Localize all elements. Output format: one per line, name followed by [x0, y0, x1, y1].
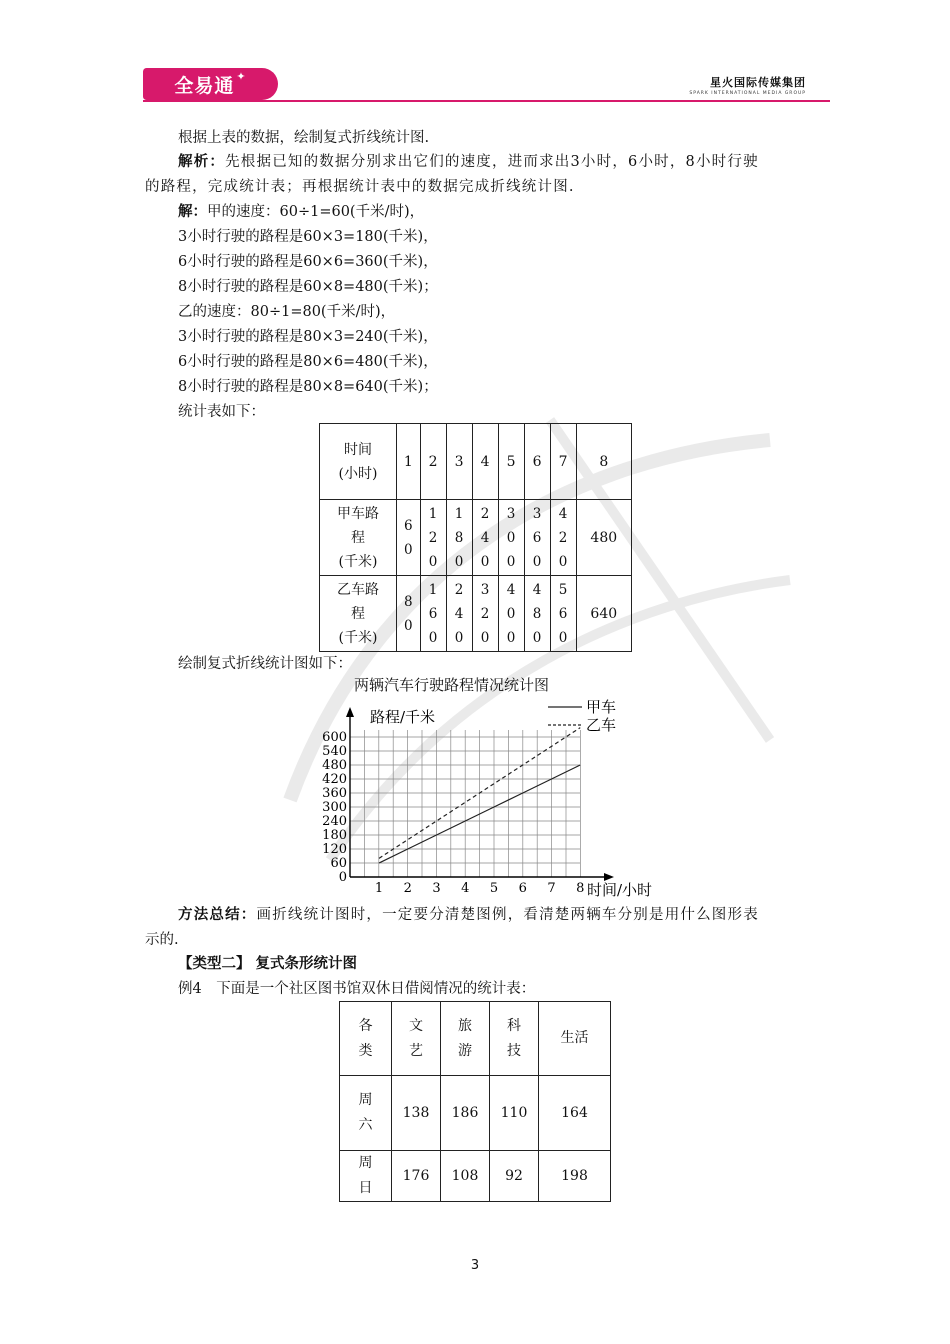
y-tick-label: 240 — [322, 814, 347, 829]
x-tick-label: 7 — [547, 881, 556, 896]
table-corner-cell — [320, 424, 397, 500]
section-title: 【类型二】 复式条形统计图 — [178, 956, 358, 972]
day-label-line: 周 — [358, 1155, 373, 1171]
value-cell: 120 — [420, 500, 446, 576]
example-line: 例4 下面是一个社区图书馆双休日借阅情况的统计表： — [178, 981, 536, 997]
line-chart — [320, 695, 680, 905]
y-axis-arrow — [346, 707, 354, 717]
hour-cell: 2 — [420, 424, 446, 500]
table-row — [340, 1076, 611, 1151]
category-label-line: 旅 — [458, 1017, 472, 1034]
value-cell: 110 — [490, 1076, 539, 1151]
value-cell: 400 — [498, 576, 524, 652]
corner-label-line: 类 — [358, 1042, 373, 1059]
value-cell: 480 — [576, 500, 631, 576]
hour-cell: 1 — [397, 424, 421, 500]
solution-line-2: 6小时行驶的路程是60×6=360(千米)， — [178, 254, 438, 270]
y-axis-label: 路程/千米 — [370, 708, 436, 726]
value-cell: 240 — [472, 500, 498, 576]
y-tick-label: 300 — [322, 800, 347, 815]
solution-line-0 — [178, 200, 424, 225]
value-cell: 360 — [524, 500, 550, 576]
value-cell: 92 — [490, 1151, 539, 1202]
category-cell — [490, 1002, 539, 1076]
y-tick-label: 180 — [322, 828, 347, 843]
table-row — [340, 1151, 611, 1202]
value-cell: 180 — [446, 500, 472, 576]
analysis-line-1 — [178, 150, 759, 175]
publisher — [689, 74, 806, 96]
y-tick-label: 420 — [322, 772, 347, 787]
hour-cell: 4 — [472, 424, 498, 500]
intro-line: 根据上表的数据，绘制复式折线统计图. — [178, 130, 430, 146]
chart-title: 两辆汽车行驶路程情况统计图 — [354, 676, 550, 694]
corner-label-line: 各 — [358, 1017, 373, 1034]
row-label-line: 程 — [351, 529, 365, 546]
category-label-line: 科 — [507, 1017, 521, 1034]
analysis-line-2: 的路程，完成统计表；再根据统计表中的数据完成折线统计图. — [145, 179, 575, 195]
day-label-line: 周 — [358, 1092, 373, 1108]
brand-logo-text: 全易通 — [174, 74, 235, 97]
row-label-line: (千米) — [338, 553, 378, 570]
hour-cell: 5 — [498, 424, 524, 500]
row-label-cell — [320, 500, 397, 576]
summary-text-1: 画折线统计图时，一定要分清楚图例，看清楚两辆车分别是用什么图形表 — [256, 907, 759, 923]
y-tick-label: 540 — [322, 744, 347, 759]
solution-text-0: 甲的速度：60÷1=60(千米/时)， — [207, 204, 425, 220]
analysis-text-1: 先根据已知的数据分别求出它们的速度，进而求出3小时，6小时，8小时行驶 — [225, 154, 759, 170]
value-cell: 138 — [392, 1076, 441, 1151]
value-cell: 480 — [524, 576, 550, 652]
category-cell — [392, 1002, 441, 1076]
header-label-line: 时间 — [344, 441, 372, 458]
day-cell — [340, 1076, 392, 1151]
sparkle-icon: ✦ — [236, 69, 247, 83]
x-tick-label: 4 — [461, 881, 470, 896]
header-divider — [143, 100, 830, 102]
value-cell: 640 — [576, 576, 631, 652]
x-tick-label: 8 — [576, 881, 585, 896]
row-label-line: 程 — [351, 605, 365, 622]
publisher-en: SPARK INTERNATIONAL MEDIA GROUP — [689, 91, 806, 96]
row-label-line: 乙车路 — [337, 581, 379, 598]
row-label-line: 甲车路 — [337, 505, 379, 522]
legend-label: 乙车 — [586, 716, 617, 734]
publisher-cn: 星火国际传媒集团 — [710, 76, 806, 89]
summary-line-1 — [178, 903, 759, 928]
table-row — [320, 576, 632, 652]
value-cell: 420 — [550, 500, 576, 576]
x-axis-label: 时间/小时 — [587, 881, 653, 899]
category-label-line: 技 — [507, 1042, 521, 1059]
category-cell: 生活 — [539, 1002, 611, 1076]
distance-table — [319, 423, 632, 652]
chart-intro: 绘制复式折线统计图如下： — [178, 656, 352, 672]
library-table — [339, 1001, 611, 1202]
value-cell: 320 — [472, 576, 498, 652]
row-label-line: (千米) — [338, 629, 378, 646]
x-tick-label: 3 — [432, 881, 441, 896]
category-label-line: 游 — [458, 1042, 472, 1059]
day-label-line: 六 — [358, 1117, 373, 1133]
solution-label: 解： — [178, 204, 207, 220]
value-cell: 560 — [550, 576, 576, 652]
solution-line-4: 乙的速度：80÷1=80(千米/时)， — [178, 304, 396, 320]
solution-line-8: 统计表如下： — [178, 404, 265, 420]
x-tick-label: 5 — [489, 881, 499, 896]
table-corner-cell — [340, 1002, 392, 1076]
hour-cell: 3 — [446, 424, 472, 500]
value-cell: 176 — [392, 1151, 441, 1202]
value-cell: 164 — [539, 1076, 611, 1151]
value-cell: 186 — [441, 1076, 490, 1151]
solution-line-5: 3小时行驶的路程是80×3=240(千米)， — [178, 329, 438, 345]
y-tick-label: 360 — [322, 786, 347, 801]
day-label-line: 日 — [358, 1180, 373, 1196]
category-cell — [441, 1002, 490, 1076]
table-header-row — [320, 424, 632, 500]
solution-line-7: 8小时行驶的路程是80×8=640(千米)； — [178, 379, 438, 395]
y-tick-label: 120 — [322, 842, 347, 857]
table-row — [320, 500, 632, 576]
summary-line-2: 示的. — [145, 932, 179, 948]
value-cell: 60 — [397, 500, 421, 576]
solution-line-3: 8小时行驶的路程是60×8=480(千米)； — [178, 279, 438, 295]
value-cell: 300 — [498, 500, 524, 576]
x-tick-label: 1 — [374, 881, 384, 896]
solution-line-1: 3小时行驶的路程是60×3=180(千米)， — [178, 229, 438, 245]
y-tick-label: 0 — [338, 870, 347, 885]
day-cell — [340, 1151, 392, 1202]
table-header-row — [340, 1002, 611, 1076]
value-cell: 160 — [420, 576, 446, 652]
analysis-label: 解析： — [178, 154, 226, 170]
category-label-line: 文 — [409, 1017, 423, 1034]
x-axis-arrow — [604, 873, 614, 881]
value-cell: 240 — [446, 576, 472, 652]
category-label-line: 艺 — [409, 1042, 423, 1059]
x-tick-label: 2 — [403, 881, 412, 896]
value-cell: 80 — [397, 576, 421, 652]
hour-cell: 8 — [576, 424, 631, 500]
hour-cell: 6 — [524, 424, 550, 500]
page-number: 3 — [470, 1258, 480, 1273]
hour-cell: 7 — [550, 424, 576, 500]
brand-logo — [143, 68, 278, 100]
y-tick-label: 480 — [322, 758, 347, 773]
legend-label: 甲车 — [586, 698, 617, 716]
value-cell: 108 — [441, 1151, 490, 1202]
y-tick-label: 60 — [330, 856, 347, 871]
summary-label: 方法总结： — [178, 907, 257, 923]
solution-line-6: 6小时行驶的路程是80×6=480(千米)， — [178, 354, 438, 370]
header-label-line: (小时) — [338, 465, 378, 482]
row-label-cell — [320, 576, 397, 652]
y-tick-label: 600 — [322, 730, 347, 745]
x-tick-label: 6 — [518, 881, 527, 896]
value-cell: 198 — [539, 1151, 611, 1202]
